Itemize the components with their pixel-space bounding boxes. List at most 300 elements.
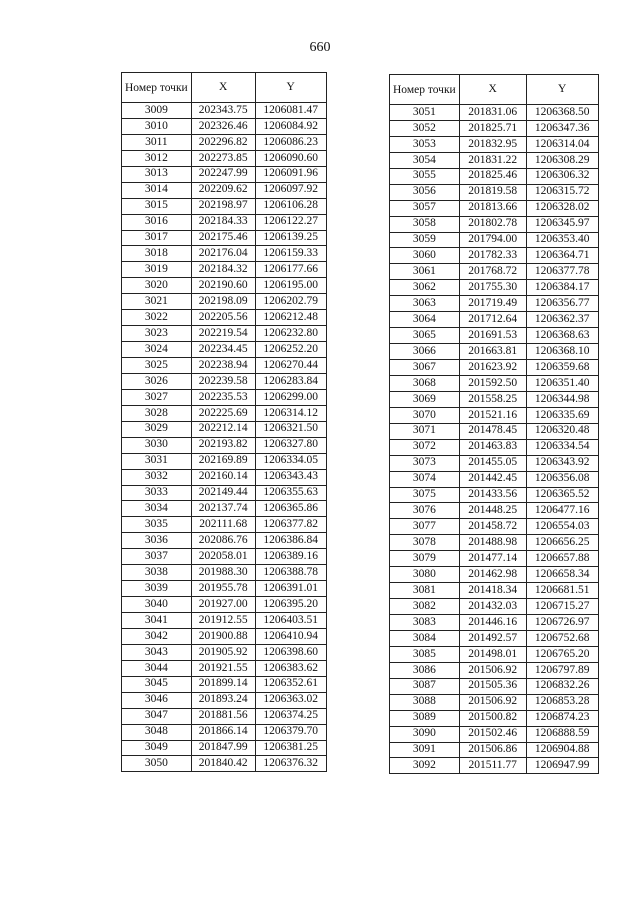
table-row <box>390 136 599 152</box>
y-coordinate-cell: 1206658.34 <box>526 567 598 583</box>
x-coordinate-cell: 201623.92 <box>459 360 526 376</box>
point-number-cell: 3047 <box>122 708 192 724</box>
point-number-cell: 3089 <box>390 710 460 726</box>
y-coordinate-cell: 1206343.43 <box>255 469 326 485</box>
table-row <box>122 326 327 342</box>
x-coordinate-cell: 201782.33 <box>459 248 526 264</box>
x-coordinate-cell: 201866.14 <box>191 724 255 740</box>
table-row <box>390 758 599 774</box>
point-number-cell: 3010 <box>122 118 192 134</box>
point-number-cell: 3026 <box>122 373 192 389</box>
table-row <box>390 646 599 662</box>
header-point-number: Номер точки <box>390 75 460 105</box>
table-row <box>122 533 327 549</box>
table-row <box>122 756 327 772</box>
x-coordinate-cell: 201521.16 <box>459 407 526 423</box>
point-number-cell: 3030 <box>122 437 192 453</box>
y-coordinate-cell: 1206084.92 <box>255 118 326 134</box>
x-coordinate-cell: 201433.56 <box>459 487 526 503</box>
y-coordinate-cell: 1206888.59 <box>526 726 598 742</box>
x-coordinate-cell: 201905.92 <box>191 644 255 660</box>
x-coordinate-cell: 202296.82 <box>191 134 255 150</box>
y-coordinate-cell: 1206345.97 <box>526 216 598 232</box>
x-coordinate-cell: 201955.78 <box>191 581 255 597</box>
y-coordinate-cell: 1206947.99 <box>526 758 598 774</box>
point-number-cell: 3015 <box>122 198 192 214</box>
x-coordinate-cell: 202160.14 <box>191 469 255 485</box>
y-coordinate-cell: 1206832.26 <box>526 678 598 694</box>
y-coordinate-cell: 1206355.63 <box>255 485 326 501</box>
y-coordinate-cell: 1206314.12 <box>255 405 326 421</box>
y-coordinate-cell: 1206335.69 <box>526 407 598 423</box>
x-coordinate-cell: 201802.78 <box>459 216 526 232</box>
table-row <box>390 312 599 328</box>
x-coordinate-cell: 201458.72 <box>459 519 526 535</box>
x-coordinate-cell: 201881.56 <box>191 708 255 724</box>
table-header-row <box>390 75 599 105</box>
point-number-cell: 3012 <box>122 150 192 166</box>
table-row <box>122 405 327 421</box>
point-number-cell: 3069 <box>390 391 460 407</box>
table-row <box>122 692 327 708</box>
point-number-cell: 3011 <box>122 134 192 150</box>
y-coordinate-cell: 1206364.71 <box>526 248 598 264</box>
y-coordinate-cell: 1206391.01 <box>255 581 326 597</box>
x-coordinate-cell: 201825.46 <box>459 168 526 184</box>
x-coordinate-cell: 201455.05 <box>459 455 526 471</box>
y-coordinate-cell: 1206726.97 <box>526 615 598 631</box>
point-number-cell: 3042 <box>122 628 192 644</box>
point-number-cell: 3064 <box>390 312 460 328</box>
point-number-cell: 3037 <box>122 549 192 565</box>
point-number-cell: 3038 <box>122 565 192 581</box>
point-number-cell: 3018 <box>122 246 192 262</box>
y-coordinate-cell: 1206874.23 <box>526 710 598 726</box>
point-number-cell: 3024 <box>122 342 192 358</box>
point-number-cell: 3079 <box>390 551 460 567</box>
x-coordinate-cell: 201448.25 <box>459 503 526 519</box>
point-number-cell: 3020 <box>122 278 192 294</box>
x-coordinate-cell: 201446.16 <box>459 615 526 631</box>
point-number-cell: 3029 <box>122 421 192 437</box>
x-coordinate-cell: 202326.46 <box>191 118 255 134</box>
x-coordinate-cell: 201558.25 <box>459 391 526 407</box>
table-row <box>390 407 599 423</box>
table-row <box>390 344 599 360</box>
table-row <box>122 549 327 565</box>
x-coordinate-cell: 202219.54 <box>191 326 255 342</box>
table-row <box>122 373 327 389</box>
point-number-cell: 3051 <box>390 105 460 121</box>
point-number-cell: 3017 <box>122 230 192 246</box>
y-coordinate-cell: 1206347.36 <box>526 120 598 136</box>
table-row <box>390 694 599 710</box>
x-coordinate-cell: 202198.09 <box>191 294 255 310</box>
x-coordinate-cell: 202176.04 <box>191 246 255 262</box>
x-coordinate-cell: 201506.92 <box>459 694 526 710</box>
header-point-number: Номер точки <box>122 73 192 103</box>
y-coordinate-cell: 1206299.00 <box>255 389 326 405</box>
point-number-cell: 3043 <box>122 644 192 660</box>
table-row <box>122 214 327 230</box>
point-number-cell: 3044 <box>122 660 192 676</box>
y-coordinate-cell: 1206368.10 <box>526 344 598 360</box>
point-number-cell: 3092 <box>390 758 460 774</box>
point-number-cell: 3084 <box>390 630 460 646</box>
y-coordinate-cell: 1206308.29 <box>526 152 598 168</box>
x-coordinate-cell: 201813.66 <box>459 200 526 216</box>
table-row <box>390 742 599 758</box>
y-coordinate-cell: 1206232.80 <box>255 326 326 342</box>
table-row <box>390 216 599 232</box>
x-coordinate-cell: 201432.03 <box>459 599 526 615</box>
y-coordinate-cell: 1206334.05 <box>255 453 326 469</box>
y-coordinate-cell: 1206159.33 <box>255 246 326 262</box>
point-number-cell: 3081 <box>390 583 460 599</box>
x-coordinate-cell: 201498.01 <box>459 646 526 662</box>
x-coordinate-cell: 202193.82 <box>191 437 255 453</box>
x-coordinate-cell: 202247.99 <box>191 166 255 182</box>
y-coordinate-cell: 1206398.60 <box>255 644 326 660</box>
y-coordinate-cell: 1206195.00 <box>255 278 326 294</box>
table-row <box>122 310 327 326</box>
y-coordinate-cell: 1206797.89 <box>526 662 598 678</box>
table-row <box>122 342 327 358</box>
y-coordinate-cell: 1206328.02 <box>526 200 598 216</box>
y-coordinate-cell: 1206177.66 <box>255 262 326 278</box>
table-row <box>390 455 599 471</box>
table-row <box>122 103 327 119</box>
point-number-cell: 3063 <box>390 296 460 312</box>
y-coordinate-cell: 1206344.98 <box>526 391 598 407</box>
point-number-cell: 3091 <box>390 742 460 758</box>
y-coordinate-cell: 1206283.84 <box>255 373 326 389</box>
x-coordinate-cell: 201921.55 <box>191 660 255 676</box>
y-coordinate-cell: 1206086.23 <box>255 134 326 150</box>
y-coordinate-cell: 1206388.78 <box>255 565 326 581</box>
y-coordinate-cell: 1206343.92 <box>526 455 598 471</box>
point-number-cell: 3088 <box>390 694 460 710</box>
y-coordinate-cell: 1206657.88 <box>526 551 598 567</box>
point-number-cell: 3080 <box>390 567 460 583</box>
y-coordinate-cell: 1206314.04 <box>526 136 598 152</box>
y-coordinate-cell: 1206384.17 <box>526 280 598 296</box>
point-number-cell: 3032 <box>122 469 192 485</box>
point-number-cell: 3040 <box>122 597 192 613</box>
table-row <box>390 662 599 678</box>
y-coordinate-cell: 1206306.32 <box>526 168 598 184</box>
point-number-cell: 3021 <box>122 294 192 310</box>
x-coordinate-cell: 201488.98 <box>459 535 526 551</box>
x-coordinate-cell: 201899.14 <box>191 676 255 692</box>
y-coordinate-cell: 1206356.77 <box>526 296 598 312</box>
point-number-cell: 3060 <box>390 248 460 264</box>
point-number-cell: 3025 <box>122 358 192 374</box>
x-coordinate-cell: 201506.86 <box>459 742 526 758</box>
point-number-cell: 3087 <box>390 678 460 694</box>
table-row <box>122 278 327 294</box>
table-row <box>390 168 599 184</box>
table-row <box>390 152 599 168</box>
y-coordinate-cell: 1206656.25 <box>526 535 598 551</box>
table-row <box>390 439 599 455</box>
point-number-cell: 3034 <box>122 501 192 517</box>
header-y: Y <box>255 73 326 103</box>
y-coordinate-cell: 1206090.60 <box>255 150 326 166</box>
x-coordinate-cell: 202235.53 <box>191 389 255 405</box>
y-coordinate-cell: 1206334.54 <box>526 439 598 455</box>
y-coordinate-cell: 1206403.51 <box>255 613 326 629</box>
table-row <box>390 391 599 407</box>
point-number-cell: 3066 <box>390 344 460 360</box>
y-coordinate-cell: 1206374.25 <box>255 708 326 724</box>
table-row <box>390 184 599 200</box>
x-coordinate-cell: 201663.81 <box>459 344 526 360</box>
point-number-cell: 3075 <box>390 487 460 503</box>
x-coordinate-cell: 202238.94 <box>191 358 255 374</box>
y-coordinate-cell: 1206377.78 <box>526 264 598 280</box>
y-coordinate-cell: 1206363.02 <box>255 692 326 708</box>
y-coordinate-cell: 1206351.40 <box>526 375 598 391</box>
y-coordinate-cell: 1206410.94 <box>255 628 326 644</box>
point-number-cell: 3045 <box>122 676 192 692</box>
table-row <box>122 262 327 278</box>
y-coordinate-cell: 1206368.63 <box>526 328 598 344</box>
point-number-cell: 3053 <box>390 136 460 152</box>
table-row <box>122 437 327 453</box>
point-number-cell: 3071 <box>390 423 460 439</box>
y-coordinate-cell: 1206365.86 <box>255 501 326 517</box>
table-row <box>122 501 327 517</box>
y-coordinate-cell: 1206091.96 <box>255 166 326 182</box>
x-coordinate-cell: 201505.36 <box>459 678 526 694</box>
table-row <box>390 248 599 264</box>
table-row <box>122 389 327 405</box>
x-coordinate-cell: 201500.82 <box>459 710 526 726</box>
header-y: Y <box>526 75 598 105</box>
point-number-cell: 3041 <box>122 613 192 629</box>
point-number-cell: 3019 <box>122 262 192 278</box>
y-coordinate-cell: 1206381.25 <box>255 740 326 756</box>
table-row <box>390 535 599 551</box>
table-row <box>390 551 599 567</box>
point-number-cell: 3014 <box>122 182 192 198</box>
y-coordinate-cell: 1206389.16 <box>255 549 326 565</box>
table-row <box>122 134 327 150</box>
y-coordinate-cell: 1206365.52 <box>526 487 598 503</box>
x-coordinate-cell: 201912.55 <box>191 613 255 629</box>
y-coordinate-cell: 1206097.92 <box>255 182 326 198</box>
x-coordinate-cell: 202149.44 <box>191 485 255 501</box>
y-coordinate-cell: 1206853.28 <box>526 694 598 710</box>
header-x: X <box>459 75 526 105</box>
x-coordinate-cell: 201831.06 <box>459 105 526 121</box>
point-number-cell: 3077 <box>390 519 460 535</box>
x-coordinate-cell: 201691.53 <box>459 328 526 344</box>
x-coordinate-cell: 201831.22 <box>459 152 526 168</box>
table-row <box>390 599 599 615</box>
table-row <box>122 628 327 644</box>
x-coordinate-cell: 201462.98 <box>459 567 526 583</box>
point-number-cell: 3072 <box>390 439 460 455</box>
point-number-cell: 3054 <box>390 152 460 168</box>
table-row <box>390 630 599 646</box>
point-number-cell: 3031 <box>122 453 192 469</box>
table-row <box>122 708 327 724</box>
table-row <box>390 120 599 136</box>
x-coordinate-cell: 202058.01 <box>191 549 255 565</box>
x-coordinate-cell: 202234.45 <box>191 342 255 358</box>
x-coordinate-cell: 202198.97 <box>191 198 255 214</box>
table-row <box>390 296 599 312</box>
x-coordinate-cell: 202137.74 <box>191 501 255 517</box>
x-coordinate-cell: 202184.32 <box>191 262 255 278</box>
x-coordinate-cell: 202343.75 <box>191 103 255 119</box>
x-coordinate-cell: 201832.95 <box>459 136 526 152</box>
y-coordinate-cell: 1206081.47 <box>255 103 326 119</box>
y-coordinate-cell: 1206321.50 <box>255 421 326 437</box>
point-number-cell: 3046 <box>122 692 192 708</box>
x-coordinate-cell: 201712.64 <box>459 312 526 328</box>
table-row <box>390 360 599 376</box>
point-number-cell: 3074 <box>390 471 460 487</box>
x-coordinate-cell: 201506.92 <box>459 662 526 678</box>
y-coordinate-cell: 1206202.79 <box>255 294 326 310</box>
table-row <box>122 676 327 692</box>
table-row <box>122 613 327 629</box>
table-row <box>390 583 599 599</box>
x-coordinate-cell: 201819.58 <box>459 184 526 200</box>
y-coordinate-cell: 1206359.68 <box>526 360 598 376</box>
y-coordinate-cell: 1206362.37 <box>526 312 598 328</box>
table-row <box>390 328 599 344</box>
y-coordinate-cell: 1206379.70 <box>255 724 326 740</box>
x-coordinate-cell: 202239.58 <box>191 373 255 389</box>
table-row <box>390 264 599 280</box>
table-row <box>122 597 327 613</box>
table-row <box>122 740 327 756</box>
x-coordinate-cell: 201840.42 <box>191 756 255 772</box>
point-number-cell: 3057 <box>390 200 460 216</box>
x-coordinate-cell: 201988.30 <box>191 565 255 581</box>
point-number-cell: 3027 <box>122 389 192 405</box>
x-coordinate-cell: 201502.46 <box>459 726 526 742</box>
y-coordinate-cell: 1206681.51 <box>526 583 598 599</box>
point-number-cell: 3065 <box>390 328 460 344</box>
y-coordinate-cell: 1206327.80 <box>255 437 326 453</box>
point-number-cell: 3013 <box>122 166 192 182</box>
table-row <box>122 469 327 485</box>
x-coordinate-cell: 201825.71 <box>459 120 526 136</box>
table-row <box>122 166 327 182</box>
point-number-cell: 3068 <box>390 375 460 391</box>
point-number-cell: 3073 <box>390 455 460 471</box>
point-number-cell: 3076 <box>390 503 460 519</box>
table-row <box>122 294 327 310</box>
y-coordinate-cell: 1206395.20 <box>255 597 326 613</box>
point-number-cell: 3082 <box>390 599 460 615</box>
table-row <box>390 200 599 216</box>
x-coordinate-cell: 202205.56 <box>191 310 255 326</box>
point-number-cell: 3050 <box>122 756 192 772</box>
point-number-cell: 3059 <box>390 232 460 248</box>
x-coordinate-cell: 202086.76 <box>191 533 255 549</box>
point-number-cell: 3070 <box>390 407 460 423</box>
point-number-cell: 3085 <box>390 646 460 662</box>
table-row <box>390 710 599 726</box>
point-number-cell: 3033 <box>122 485 192 501</box>
x-coordinate-cell: 202273.85 <box>191 150 255 166</box>
y-coordinate-cell: 1206353.40 <box>526 232 598 248</box>
y-coordinate-cell: 1206383.62 <box>255 660 326 676</box>
table-row <box>390 678 599 694</box>
table-row <box>390 423 599 439</box>
y-coordinate-cell: 1206252.20 <box>255 342 326 358</box>
y-coordinate-cell: 1206376.32 <box>255 756 326 772</box>
point-number-cell: 3036 <box>122 533 192 549</box>
table-row <box>122 660 327 676</box>
table-row <box>390 280 599 296</box>
table-row <box>122 198 327 214</box>
point-number-cell: 3028 <box>122 405 192 421</box>
table-row <box>122 724 327 740</box>
y-coordinate-cell: 1206139.25 <box>255 230 326 246</box>
point-number-cell: 3016 <box>122 214 192 230</box>
x-coordinate-cell: 202169.89 <box>191 453 255 469</box>
x-coordinate-cell: 201794.00 <box>459 232 526 248</box>
table-row <box>390 232 599 248</box>
x-coordinate-cell: 201418.34 <box>459 583 526 599</box>
x-coordinate-cell: 202111.68 <box>191 517 255 533</box>
table-row <box>390 615 599 631</box>
x-coordinate-cell: 201511.77 <box>459 758 526 774</box>
point-number-cell: 3086 <box>390 662 460 678</box>
y-coordinate-cell: 1206270.44 <box>255 358 326 374</box>
y-coordinate-cell: 1206368.50 <box>526 105 598 121</box>
point-number-cell: 3009 <box>122 103 192 119</box>
x-coordinate-cell: 201492.57 <box>459 630 526 646</box>
table-header-row <box>122 73 327 103</box>
point-number-cell: 3083 <box>390 615 460 631</box>
table-row <box>122 517 327 533</box>
table-row <box>390 519 599 535</box>
x-coordinate-cell: 201592.50 <box>459 375 526 391</box>
table-row <box>390 726 599 742</box>
x-coordinate-cell: 201755.30 <box>459 280 526 296</box>
point-number-cell: 3078 <box>390 535 460 551</box>
y-coordinate-cell: 1206554.03 <box>526 519 598 535</box>
table-row <box>122 358 327 374</box>
table-row <box>122 581 327 597</box>
y-coordinate-cell: 1206377.82 <box>255 517 326 533</box>
x-coordinate-cell: 201900.88 <box>191 628 255 644</box>
x-coordinate-cell: 201847.99 <box>191 740 255 756</box>
point-number-cell: 3023 <box>122 326 192 342</box>
point-number-cell: 3022 <box>122 310 192 326</box>
point-number-cell: 3039 <box>122 581 192 597</box>
table-row <box>390 375 599 391</box>
page-number: 660 <box>309 40 331 55</box>
y-coordinate-cell: 1206315.72 <box>526 184 598 200</box>
point-number-cell: 3035 <box>122 517 192 533</box>
y-coordinate-cell: 1206320.48 <box>526 423 598 439</box>
x-coordinate-cell: 202212.14 <box>191 421 255 437</box>
point-number-cell: 3055 <box>390 168 460 184</box>
table-row <box>390 105 599 121</box>
table-row <box>122 453 327 469</box>
table-row <box>122 150 327 166</box>
point-number-cell: 3056 <box>390 184 460 200</box>
